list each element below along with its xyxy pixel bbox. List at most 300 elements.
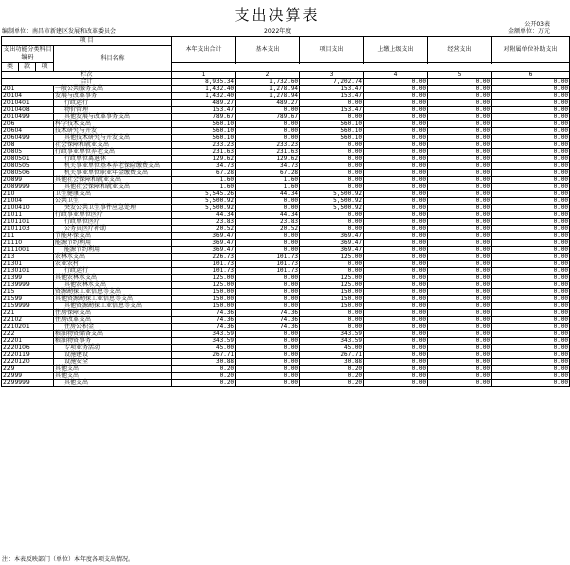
row-value: 0.00 [428,338,492,345]
form-code: 公开03表 [524,21,550,28]
row-value: 45.00 [172,345,236,352]
seq-1: 1 [172,72,236,79]
row-name: 行政事业单位医疗 [54,212,172,219]
row-value: 0.00 [492,100,570,107]
seq-4: 4 [364,72,428,79]
func-code-header: 支出功能分类科目编码 [3,46,52,61]
row-value: 0.00 [236,303,300,310]
row-value: 369.47 [172,247,236,254]
col-header-project: 项目支出 [300,37,364,63]
row-code: 201 [2,86,54,93]
row-value: 0.00 [428,86,492,93]
row-value: 101.73 [172,268,236,275]
row-value: 1,278.94 [236,86,300,93]
row-code: 21011 [2,212,54,219]
row-code: 21399 [2,275,54,282]
row-value: 0.00 [428,352,492,359]
row-value: 0.00 [364,184,428,191]
row-name: 行政单位医疗 [54,219,172,226]
row-value: 0.00 [428,366,492,373]
row-value: 0.00 [492,156,570,163]
row-value: 1.60 [172,184,236,191]
row-value: 0.00 [236,331,300,338]
row-code: 215 [2,289,54,296]
row-value: 0.00 [300,226,364,233]
row-code: 2220120 [2,359,54,366]
row-value: 0.00 [364,226,428,233]
row-value: 0.00 [300,268,364,275]
row-name: 其他技术研究与开发支出 [54,135,172,142]
row-value: 0.00 [428,359,492,366]
header-spacer [172,63,570,72]
row-code: 206 [2,121,54,128]
row-value: 560.10 [172,135,236,142]
row-value: 0.00 [428,128,492,135]
meta-line [2,26,550,35]
row-name: 其他农林水支出 [54,282,172,289]
row-value: 0.00 [364,114,428,121]
row-name: 行政单位离退休 [54,156,172,163]
row-value: 150.00 [172,296,236,303]
row-value: 74.36 [172,324,236,331]
row-value: 0.00 [492,114,570,121]
row-value: 0.00 [364,219,428,226]
row-name: 住房公积金 [54,324,172,331]
row-value: 0.20 [300,366,364,373]
row-code: 2210201 [2,324,54,331]
row-value: 0.00 [364,247,428,254]
name-header: 科目名称 [54,46,172,72]
row-value: 0.00 [428,296,492,303]
row-value: 0.00 [300,184,364,191]
row-value: 0.00 [236,198,300,205]
row-code: 211 [2,233,54,240]
row-value: 560.10 [300,121,364,128]
row-name: 住房保障支出 [54,310,172,317]
row-value: 0.00 [428,142,492,149]
row-value: 125.00 [300,282,364,289]
row-value: 0.00 [364,128,428,135]
row-value: 267.71 [300,352,364,359]
row-value: 0.00 [364,212,428,219]
row-value: 0.00 [364,170,428,177]
row-value: 0.00 [492,93,570,100]
row-value: 0.00 [492,184,570,191]
row-value: 0.00 [492,254,570,261]
row-value: 0.00 [428,114,492,121]
expenditure-table [1,36,570,387]
row-value: 0.00 [364,359,428,366]
row-value: 0.00 [300,142,364,149]
row-code: 2080501 [2,156,54,163]
row-value: 0.00 [492,177,570,184]
row-value: 125.00 [300,254,364,261]
row-value: 0.00 [492,366,570,373]
row-name: 能源节约利用 [54,240,172,247]
row-code: 21004 [2,198,54,205]
row-value: 0.00 [236,366,300,373]
row-value: 0.00 [364,86,428,93]
row-value: 74.36 [236,310,300,317]
row-value: 44.34 [236,191,300,198]
page-title: 支出决算表 [234,6,320,24]
row-value: 0.00 [428,219,492,226]
row-value: 0.00 [364,275,428,282]
row-name: 专项业务活动 [54,345,172,352]
col-header-business: 经营支出 [428,37,492,63]
row-value: 153.47 [300,86,364,93]
row-value: 0.00 [492,142,570,149]
row-value: 44.34 [172,212,236,219]
row-value: 369.47 [172,240,236,247]
seq-label: 栏次 [2,72,172,79]
row-code: 21110 [2,240,54,247]
row-name: 农业农村 [54,261,172,268]
row-value: 0.00 [492,275,570,282]
row-code: 2010408 [2,107,54,114]
row-value: 369.47 [300,247,364,254]
row-name: 卫生健康支出 [54,191,172,198]
row-value: 343.59 [172,331,236,338]
row-value: 0.00 [300,219,364,226]
row-value: 0.00 [364,289,428,296]
row-value: 34.73 [172,163,236,170]
row-name: 公共卫生 [54,198,172,205]
row-value: 369.47 [172,233,236,240]
row-value: 0.00 [300,114,364,121]
row-code: 2101103 [2,226,54,233]
row-value: 0.00 [364,303,428,310]
row-name: 其他支出 [54,366,172,373]
row-value: 0.00 [492,310,570,317]
row-value: 343.59 [300,331,364,338]
row-code: 2159999 [2,303,54,310]
row-value: 0.00 [236,121,300,128]
row-value: 0.00 [492,345,570,352]
row-name: 其他支出 [54,373,172,380]
row-name: 行政事业单位养老支出 [54,149,172,156]
row-value: 0.20 [172,366,236,373]
row-value: 0.00 [236,233,300,240]
row-value: 0.00 [364,261,428,268]
row-name: 行政运行 [54,100,172,107]
row-value: 0.00 [428,170,492,177]
row-name: 设施安全 [54,359,172,366]
row-value: 0.00 [428,317,492,324]
row-value: 0.00 [428,303,492,310]
col-header-total: 本年支出合计 [172,37,236,63]
row-value: 0.00 [364,240,428,247]
row-code: 20104 [2,93,54,100]
row-value: 0.00 [492,338,570,345]
row-value: 0.00 [492,359,570,366]
row-value: 153.47 [172,107,236,114]
row-name: 突发公共卫生事件应急处理 [54,205,172,212]
row-value: 0.00 [364,324,428,331]
row-value: 0.00 [428,212,492,219]
row-name: 农林水支出 [54,254,172,261]
row-value: 45.00 [300,345,364,352]
row-value: 0.00 [492,268,570,275]
col-header-upper: 上缴上级支出 [364,37,428,63]
seq-3: 3 [300,72,364,79]
row-code: 22201 [2,338,54,345]
row-value: 0.00 [492,121,570,128]
row-value: 0.00 [300,317,364,324]
row-value: 489.27 [172,100,236,107]
row-value: 153.47 [300,107,364,114]
row-name: 能源节约利用 [54,247,172,254]
row-value: 0.00 [364,93,428,100]
row-value: 0.00 [236,205,300,212]
row-name: 物价管理 [54,107,172,114]
table-row [2,380,570,387]
row-value: 0.00 [364,296,428,303]
row-value: 267.71 [172,352,236,359]
row-value: 30.88 [172,359,236,366]
row-value: 369.47 [300,240,364,247]
row-name: 其他支出 [54,380,172,387]
row-name: 其他资源勘探工业信息等支出 [54,296,172,303]
footnote: 注：本表反映部门（单位）本年度各项支出情况。 [2,556,135,563]
row-value: 1,278.94 [236,93,300,100]
project-header: 项 目 [2,37,172,46]
row-value: 369.47 [300,233,364,240]
row-value: 74.36 [236,317,300,324]
row-name: 住房改革支出 [54,317,172,324]
row-value: 5,500.92 [300,198,364,205]
row-value: 0.00 [492,191,570,198]
row-name: 节能环保支出 [54,233,172,240]
row-value: 0.00 [428,107,492,114]
row-value: 0.00 [492,261,570,268]
row-value: 0.00 [428,268,492,275]
row-value: 0.00 [492,373,570,380]
row-value: 0.00 [428,240,492,247]
section-header: 款 [19,63,36,72]
row-value: 0.00 [492,233,570,240]
row-code: 2130101 [2,268,54,275]
row-value: 0.00 [300,170,364,177]
row-value: 0.00 [236,289,300,296]
row-value: 0.00 [428,93,492,100]
unit-label: 编制单位：南昌市新建区发展和改革委员会 [2,28,117,35]
row-code: 2139999 [2,282,54,289]
item-header: 项 [36,63,54,72]
row-value: 0.00 [364,254,428,261]
row-value: 0.00 [364,373,428,380]
row-value: 560.10 [300,128,364,135]
row-value: 0.00 [428,156,492,163]
row-value: 0.00 [428,226,492,233]
row-value: 0.00 [492,282,570,289]
row-value: 5,500.92 [300,205,364,212]
row-value: 0.00 [492,317,570,324]
row-value: 0.00 [300,156,364,163]
row-value: 0.00 [428,289,492,296]
row-value: 101.73 [172,261,236,268]
row-value: 0.00 [364,317,428,324]
row-value: 0.00 [492,331,570,338]
row-value: 125.00 [300,275,364,282]
row-value: 0.00 [364,121,428,128]
row-value: 231.63 [236,149,300,156]
row-value: 74.36 [172,310,236,317]
row-value: 0.20 [300,373,364,380]
row-value: 0.00 [236,240,300,247]
row-value: 0.00 [492,289,570,296]
row-value: 0.00 [300,310,364,317]
row-value: 0.00 [236,359,300,366]
total-label: 合计 [2,79,172,86]
row-value: 150.00 [300,289,364,296]
row-value: 0.20 [300,380,364,387]
row-code: 210 [2,191,54,198]
row-name: 其他发展与改革事务支出 [54,114,172,121]
row-value: 0.00 [492,226,570,233]
row-code: 21599 [2,296,54,303]
row-value: 101.73 [236,261,300,268]
row-value: 150.00 [172,289,236,296]
row-value: 74.36 [172,317,236,324]
row-name: 其他社会保障和就业支出 [54,184,172,191]
row-code: 21301 [2,261,54,268]
row-value: 0.00 [300,149,364,156]
seq-6: 6 [492,72,570,79]
row-value: 0.00 [428,331,492,338]
row-code: 229 [2,366,54,373]
row-name: 机关事业单位职业年金缴费支出 [54,170,172,177]
row-value: 0.00 [300,212,364,219]
row-value: 0.00 [428,282,492,289]
row-value: 20.52 [172,226,236,233]
row-code: 221 [2,310,54,317]
row-value: 0.00 [428,247,492,254]
row-value: 0.00 [492,240,570,247]
row-value: 0.00 [236,282,300,289]
row-value: 67.28 [172,170,236,177]
row-value: 1,432.40 [172,93,236,100]
row-name: 资源勘探工业信息等支出 [54,289,172,296]
seq-2: 2 [236,72,300,79]
row-name: 行政运行 [54,268,172,275]
row-value: 231.63 [172,149,236,156]
row-value: 0.00 [428,373,492,380]
row-value: 0.00 [364,149,428,156]
row-value: 0.00 [428,177,492,184]
row-value: 1,432.40 [172,86,236,93]
row-name: 其他社会保障和就业支出 [54,177,172,184]
row-value: 0.00 [364,177,428,184]
row-value: 0.00 [236,338,300,345]
money-unit-label: 金额单位：万元 [507,28,550,35]
row-name: 设施建设 [54,352,172,359]
row-value: 1.60 [172,177,236,184]
row-value: 489.27 [236,100,300,107]
row-value: 30.88 [300,359,364,366]
row-name: 其他资源勘探工业信息等支出 [54,303,172,310]
row-value: 0.00 [492,198,570,205]
row-value: 0.00 [428,233,492,240]
row-value: 5,500.92 [300,191,364,198]
header-row-1 [2,37,570,46]
row-value: 0.00 [300,177,364,184]
row-value: 150.00 [172,303,236,310]
row-code: 22999 [2,373,54,380]
row-code: 2101101 [2,219,54,226]
row-value: 0.00 [364,338,428,345]
row-value: 0.00 [236,296,300,303]
row-value: 0.20 [172,373,236,380]
row-value: 0.00 [492,128,570,135]
row-value: 0.00 [364,331,428,338]
row-value: 560.10 [300,135,364,142]
row-code: 2060499 [2,135,54,142]
row-value: 0.00 [364,191,428,198]
row-code: 20805 [2,149,54,156]
row-value: 0.00 [236,135,300,142]
row-value: 0.00 [364,156,428,163]
row-value: 560.10 [172,128,236,135]
row-value: 0.00 [236,275,300,282]
row-value: 0.00 [364,352,428,359]
row-value: 0.00 [428,184,492,191]
row-value: 0.00 [428,205,492,212]
row-value: 23.83 [172,219,236,226]
row-value: 0.00 [236,380,300,387]
row-value: 1.60 [236,177,300,184]
row-value: 0.00 [364,282,428,289]
row-value: 0.00 [428,163,492,170]
row-value: 0.00 [364,345,428,352]
row-value: 0.00 [492,324,570,331]
row-value: 0.00 [492,247,570,254]
row-value: 0.00 [492,219,570,226]
row-value: 343.59 [172,338,236,345]
row-value: 0.00 [364,100,428,107]
row-value: 560.10 [172,121,236,128]
row-code: 2080506 [2,170,54,177]
row-value: 233.23 [236,142,300,149]
col-header-basic: 基本支出 [236,37,300,63]
row-code: 2089999 [2,184,54,191]
row-value: 0.00 [236,128,300,135]
row-code: 20604 [2,128,54,135]
row-name: 粮油物资事务 [54,338,172,345]
row-value: 0.00 [492,352,570,359]
row-value: 0.00 [428,191,492,198]
row-value: 0.00 [492,135,570,142]
row-name: 公务员医疗补助 [54,226,172,233]
row-value: 0.00 [364,233,428,240]
row-code: 2010499 [2,114,54,121]
row-value: 0.00 [428,121,492,128]
total-value: 0.00 [364,79,428,86]
row-value: 0.00 [492,303,570,310]
row-value: 150.00 [300,303,364,310]
row-name: 发展与改革事务 [54,93,172,100]
row-value: 34.73 [236,163,300,170]
row-code: 2080505 [2,163,54,170]
row-value: 150.00 [300,296,364,303]
row-value: 0.00 [300,324,364,331]
row-value: 0.00 [364,198,428,205]
row-name: 机关事业单位基本养老保险缴费支出 [54,163,172,170]
col-header-subsidy: 对附属单位补助支出 [492,37,570,63]
row-value: 0.00 [492,205,570,212]
row-value: 20.52 [236,226,300,233]
row-value: 0.00 [300,100,364,107]
